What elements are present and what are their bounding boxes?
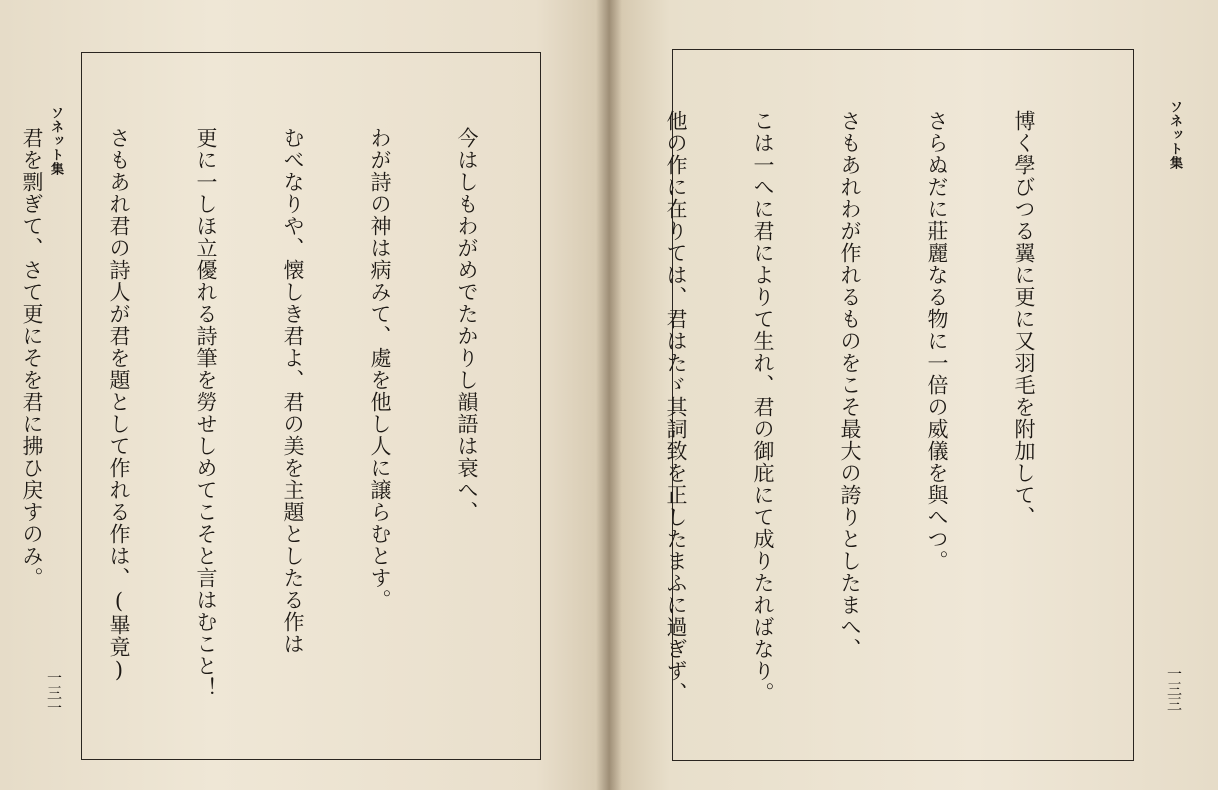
verse-line: わが詩の神は病みて、處を他し人に譲らむとす。 (368, 127, 392, 611)
verse-line: こは一へに君によりて生れ、君の御庇にて成りたればなり。 (751, 110, 775, 704)
verse-column (0, 127, 539, 699)
verse-column (609, 110, 1096, 732)
page-number: 一三一 (45, 670, 63, 715)
verse-line: さもあれわが作れるものをこそ最大の誇りとしたまへ、 (838, 110, 862, 660)
verse-line: むべなりや、懐しき君よ、君の美を主題としたる作は (281, 127, 305, 655)
book-gutter (596, 0, 622, 790)
page-number: 一三三 (1165, 666, 1183, 711)
right-page (609, 0, 1218, 790)
verse-line: 君を剽ぎて、さて更にそを君に拂ひ戻すのみ。 (20, 127, 44, 589)
running-head: ソネット集 (1167, 100, 1182, 170)
verse-line: さもあれ君の詩人が君を題として作れる作は、(畢竟) (107, 127, 131, 683)
running-head: ソネット集 (48, 106, 63, 176)
verse-line: 更に一しほ立優れる詩筆を勞せしめてこそと言はむこと！ (194, 127, 218, 699)
verse-line: 他の作に在りては、君はたゞ其詞致を正したまふに過ぎず、 (664, 110, 688, 704)
verse-line: 博く學びつる翼に更に又羽毛を附加して、 (1012, 110, 1036, 528)
verse-line: さらぬだに莊麗なる物に一倍の威儀を與へつ。 (925, 110, 949, 572)
verse-line: 今はしもわがめでたかりし韻語は衰へ、 (455, 127, 479, 523)
